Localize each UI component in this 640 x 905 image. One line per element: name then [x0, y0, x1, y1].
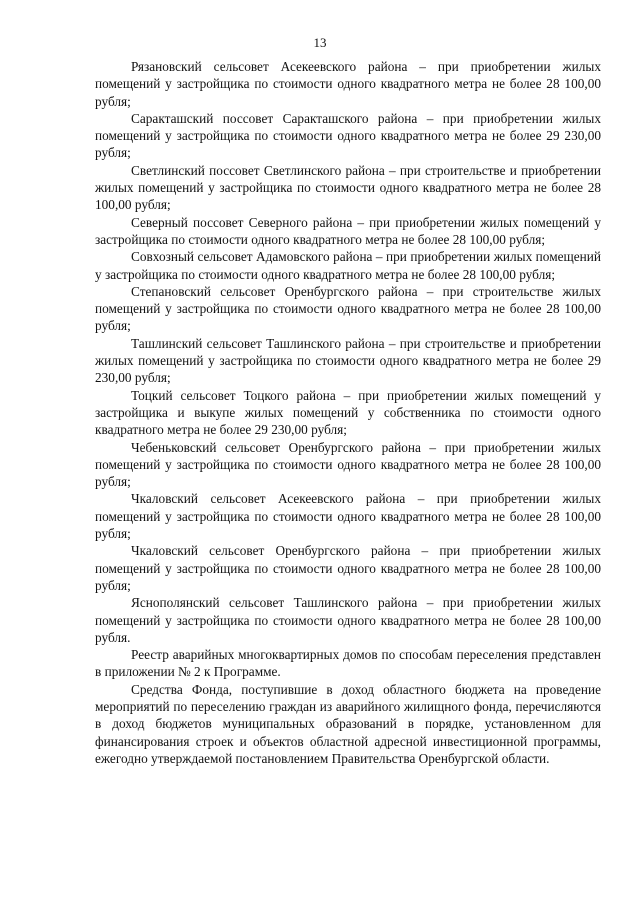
page-number: 13: [313, 35, 327, 50]
paragraph-fund-resources: Средства Фонда, поступившие в доход областного бюджета на проведение мероприятий по переселению граждан из аварийного жилищного фонда, перечисляются в доход бюджетов муниципальных образований в порядке, установленном для финансирования строек и объектов областной адресной инвестиционной программы, ежегодно утверждаемой постановлением Правительства Оренбургской области.: [95, 681, 601, 766]
paragraph-chkalovsky-asekeevsky: Чкаловский сельсовет Асекеевского района – при приобретении жилых помещений у застройщика по стоимости одного квадратного метра не более 28 100,00 рубля;: [95, 491, 601, 542]
paragraph-saraktashsky: Саракташский поссовет Саракташского района – при приобретении жилых помещений у застройщика по стоимости одного квадратного метра не более 29 230,00 рубля;: [95, 110, 601, 161]
paragraph-chebenkovsky: Чебеньковский сельсовет Оренбургского района – при приобретении жилых помещений у застройщика по стоимости одного квадратного метра не более 28 100,00 рубля;: [95, 439, 601, 490]
paragraph-severny: Северный поссовет Северного района – при приобретении жилых помещений у застройщика по стоимости одного квадратного метра не более 28 100,00 рубля;: [95, 214, 601, 247]
paragraph-chkalovsky-orenburgsky: Чкаловский сельсовет Оренбургского района – при приобретении жилых помещений у застройщика по стоимости одного квадратного метра не более 28 100,00 рубля;: [95, 543, 601, 593]
paragraph-ryazanovsky: Рязановский сельсовет Асекеевского района – при приобретении жилых помещений у застройщика по стоимости одного квадратного метра не более 28 100,00 рубля;: [95, 59, 601, 109]
paragraph-stepanovsky: Степановский сельсовет Оренбургского района – при строительстве жилых помещений у застройщика по стоимости одного квадратного метра не более 28 100,00 рубля;: [95, 283, 601, 334]
paragraph-totsky: Тоцкий сельсовет Тоцкого района – при приобретении жилых помещений у застройщика и выкупе жилых помещений у собственника по стоимости одного квадратного метра не более 29 230,00 рубля;: [95, 387, 601, 438]
paragraph-svetlinsky: Светлинский поссовет Светлинского района – при строительстве и приобретении жилых помещений у застройщика по стоимости одного квадратного метра не более 28 100,00 рубля;: [95, 162, 601, 213]
paragraph-sovkhozny: Совхозный сельсовет Адамовского района – при приобретении жилых помещений у застройщика по стоимости одного квадратного метра не более 28 100,00 рубля;: [95, 249, 601, 282]
document-body: [95, 58, 601, 767]
paragraph-tashlinsky: Ташлинский сельсовет Ташлинского района – при строительстве и приобретении жилых помещений у застройщика по стоимости одного квадратного метра не более 29 230,00 рубля;: [95, 335, 601, 386]
paragraph-yasnopolyansky: Яснополянский сельсовет Ташлинского района – при приобретении жилых помещений у застройщика по стоимости одного квадратного метра не более 28 100,00 рубля.: [95, 595, 601, 645]
paragraph-registry: Реестр аварийных многоквартирных домов по способам переселения представлен в приложении № 2 к Программе.: [95, 647, 601, 680]
